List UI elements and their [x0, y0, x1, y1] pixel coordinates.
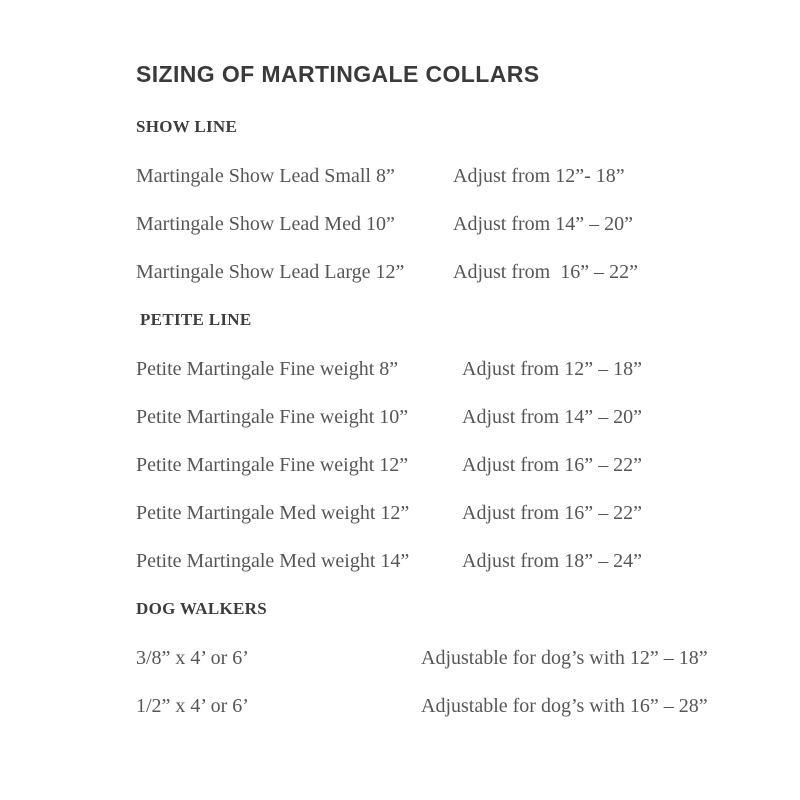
section-header: PETITE LINE — [140, 310, 252, 329]
size-range: Adjust from 12”- 18” — [453, 165, 625, 187]
item-name: 3/8” x 4’ or 6’ — [136, 647, 249, 669]
size-range: Adjust from 12” – 18” — [462, 358, 642, 380]
table-row — [136, 549, 760, 573]
size-range: Adjust from 14” – 20” — [462, 406, 642, 428]
size-range: Adjust from 18” – 24” — [462, 550, 642, 572]
section-petite-line — [136, 308, 760, 597]
section-show-line — [136, 115, 760, 308]
table-row — [136, 501, 760, 525]
item-name: Petite Martingale Med weight 14” — [136, 550, 410, 572]
item-name: Petite Martingale Fine weight 12” — [136, 454, 409, 476]
item-name: Petite Martingale Fine weight 10” — [136, 406, 409, 428]
item-name: Martingale Show Lead Large 12” — [136, 261, 405, 283]
section-header: SHOW LINE — [136, 117, 238, 136]
item-name: Petite Martingale Fine weight 8” — [136, 358, 399, 380]
item-name: Martingale Show Lead Small 8” — [136, 165, 395, 187]
table-row — [136, 260, 760, 284]
page-title: SIZING OF MARTINGALE COLLARS — [136, 61, 540, 87]
table-row — [136, 646, 760, 670]
table-row — [136, 453, 760, 477]
item-name: Petite Martingale Med weight 12” — [136, 502, 410, 524]
size-range: Adjust from 16” – 22” — [462, 502, 642, 524]
size-range: Adjustable for dog’s with 12” – 18” — [421, 647, 708, 669]
table-row — [136, 212, 760, 236]
table-row — [136, 405, 760, 429]
size-range: Adjust from 16” – 22” — [453, 261, 638, 283]
table-row — [136, 164, 760, 188]
section-header: DOG WALKERS — [136, 599, 267, 618]
table-row — [136, 694, 760, 718]
table-row — [136, 357, 760, 381]
size-range: Adjustable for dog’s with 16” – 28” — [421, 695, 708, 717]
item-name: Martingale Show Lead Med 10” — [136, 213, 395, 235]
item-name: 1/2” x 4’ or 6’ — [136, 695, 249, 717]
section-dog-walkers — [136, 597, 760, 742]
size-range: Adjust from 16” – 22” — [462, 454, 642, 476]
size-range: Adjust from 14” – 20” — [453, 213, 633, 235]
